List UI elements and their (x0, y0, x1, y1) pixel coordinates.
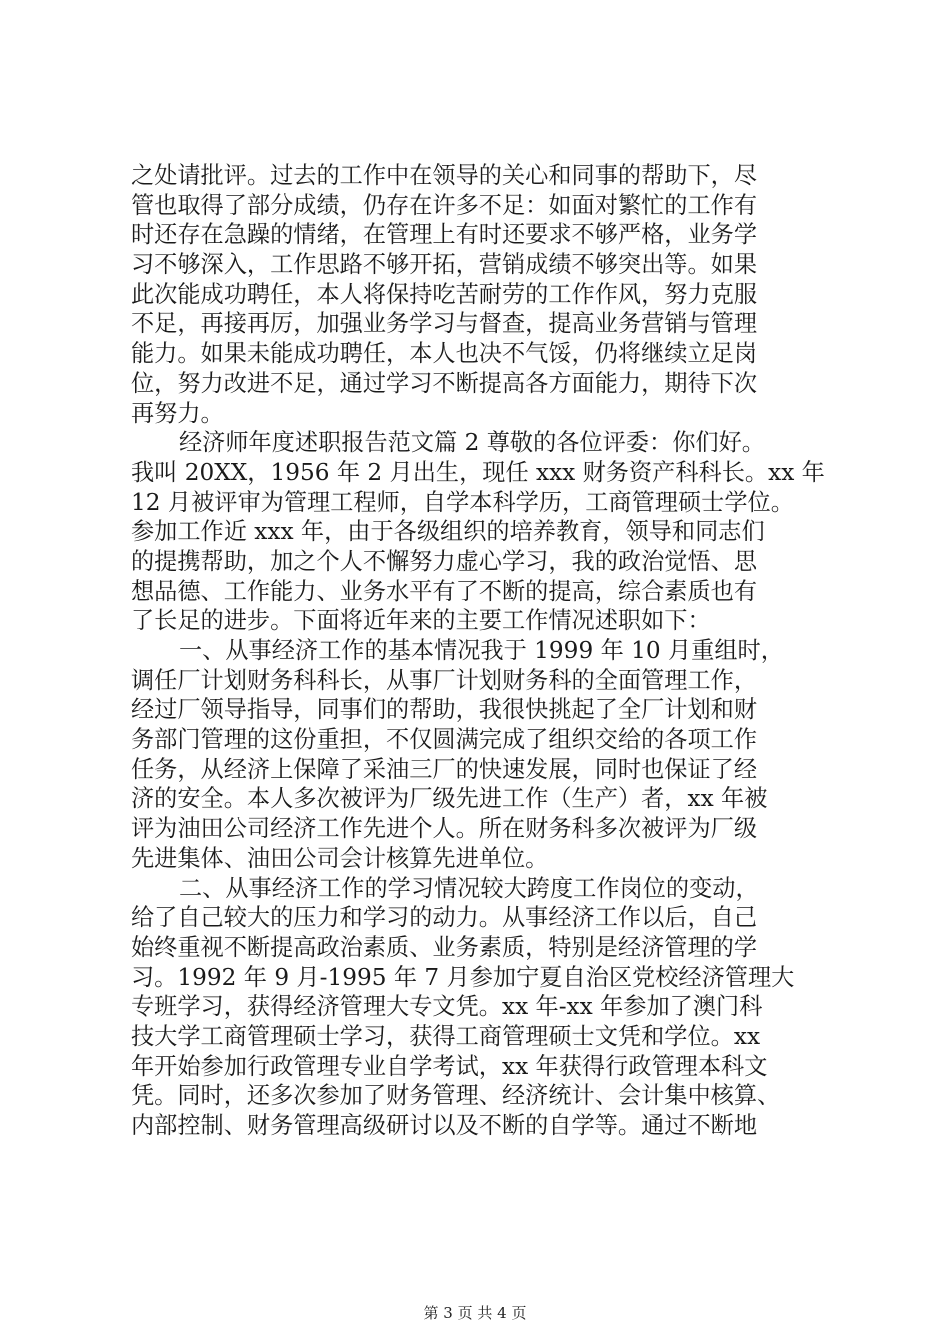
text-line: 不足，再接再厉，加强业务学习与督查，提高业务营销与管理 (131, 310, 758, 338)
text-line: 始终重视不断提高政治素质、业务素质，特别是经济管理的学 (131, 933, 758, 961)
text-line: 一、从事经济工作的基本情况我于 1999 年 10 月重组时， (179, 637, 784, 664)
text-line: 管也取得了部分成绩，仍存在许多不足：如面对繁忙的工作有 (131, 191, 758, 219)
text-line: 经济师年度述职报告范文篇 2 尊敬的各位评委：你们好。 (179, 429, 765, 457)
body-text (131, 161, 841, 1141)
page-footer: 第 3 页 共 4 页 (423, 1304, 527, 1322)
text-line: 习。1992 年 9 月-1995 年 7 月参加宁夏自治区党校经济管理大 (131, 963, 795, 991)
text-line: 习不够深入，工作思路不够开拓，营销成绩不够突出等。如果 (131, 251, 758, 279)
text-line: 此次能成功聘任，本人将保持吃苦耐劳的工作作风，努力克服 (131, 280, 758, 308)
text-line: 参加工作近 xxx 年，由于各级组织的培养教育，领导和同志们 (131, 518, 765, 546)
text-line: 12 月被评审为管理工程师，自学本科学历，工商管理硕士学位。 (131, 488, 794, 516)
text-line: 技大学工商管理硕士学习，获得工商管理硕士文凭和学位。xx (131, 1022, 761, 1050)
text-line: 二、从事经济工作的学习情况较大跨度工作岗位的变动， (179, 874, 759, 902)
text-line: 专班学习，获得经济管理大专文凭。xx 年-xx 年参加了澳门科 (131, 993, 763, 1021)
text-line: 给了自己较大的压力和学习的动力。从事经济工作以后，自己 (131, 904, 758, 932)
text-line: 先进集体、油田公司会计核算先进单位。 (131, 844, 549, 872)
text-line: 评为油田公司经济工作先进个人。所在财务科多次被评为厂级 (131, 815, 758, 843)
text-line: 任务，从经济上保障了采油三厂的快速发展，同时也保证了经 (131, 755, 758, 783)
text-line: 之处请批评。过去的工作中在领导的关心和同事的帮助下，尽 (131, 162, 758, 189)
text-line: 务部门管理的这份重担，不仅圆满完成了组织交给的各项工作 (131, 726, 758, 754)
text-line: 时还存在急躁的情绪，在管理上有时还要求不够严格，业务学 (131, 221, 758, 249)
text-line: 凭。同时，还多次参加了财务管理、经济统计、会计集中核算、 (131, 1082, 781, 1110)
text-line: 想品德、工作能力、业务水平有了不断的提高，综合素质也有 (131, 577, 758, 605)
text-line: 了长足的进步。下面将近年来的主要工作情况述职如下： (131, 607, 711, 635)
text-line: 再努力。 (131, 399, 224, 427)
text-line: 年开始参加行政管理专业自学考试，xx 年获得行政管理本科文 (131, 1052, 768, 1080)
text-line: 内部控制、财务管理高级研讨以及不断的自学等。通过不断地 (131, 1112, 758, 1139)
text-line: 能力。如果未能成功聘任，本人也决不气馁，仍将继续立足岗 (131, 340, 758, 368)
text-line: 我叫 20XX，1956 年 2 月出生，现任 xxx 财务资产科科长。xx 年 (131, 458, 825, 486)
text-line: 经过厂领导指导，同事们的帮助，我很快挑起了全厂计划和财 (131, 696, 758, 724)
text-line: 位，努力改进不足，通过学习不断提高各方面能力，期待下次 (131, 369, 758, 397)
text-line: 调任厂计划财务科科长，从事厂计划财务科的全面管理工作， (131, 666, 758, 694)
text-line: 济的安全。本人多次被评为厂级先进工作（生产）者，xx 年被 (131, 785, 768, 813)
text-line: 的提携帮助，加之个人不懈努力虚心学习，我的政治觉悟、思 (131, 547, 758, 575)
